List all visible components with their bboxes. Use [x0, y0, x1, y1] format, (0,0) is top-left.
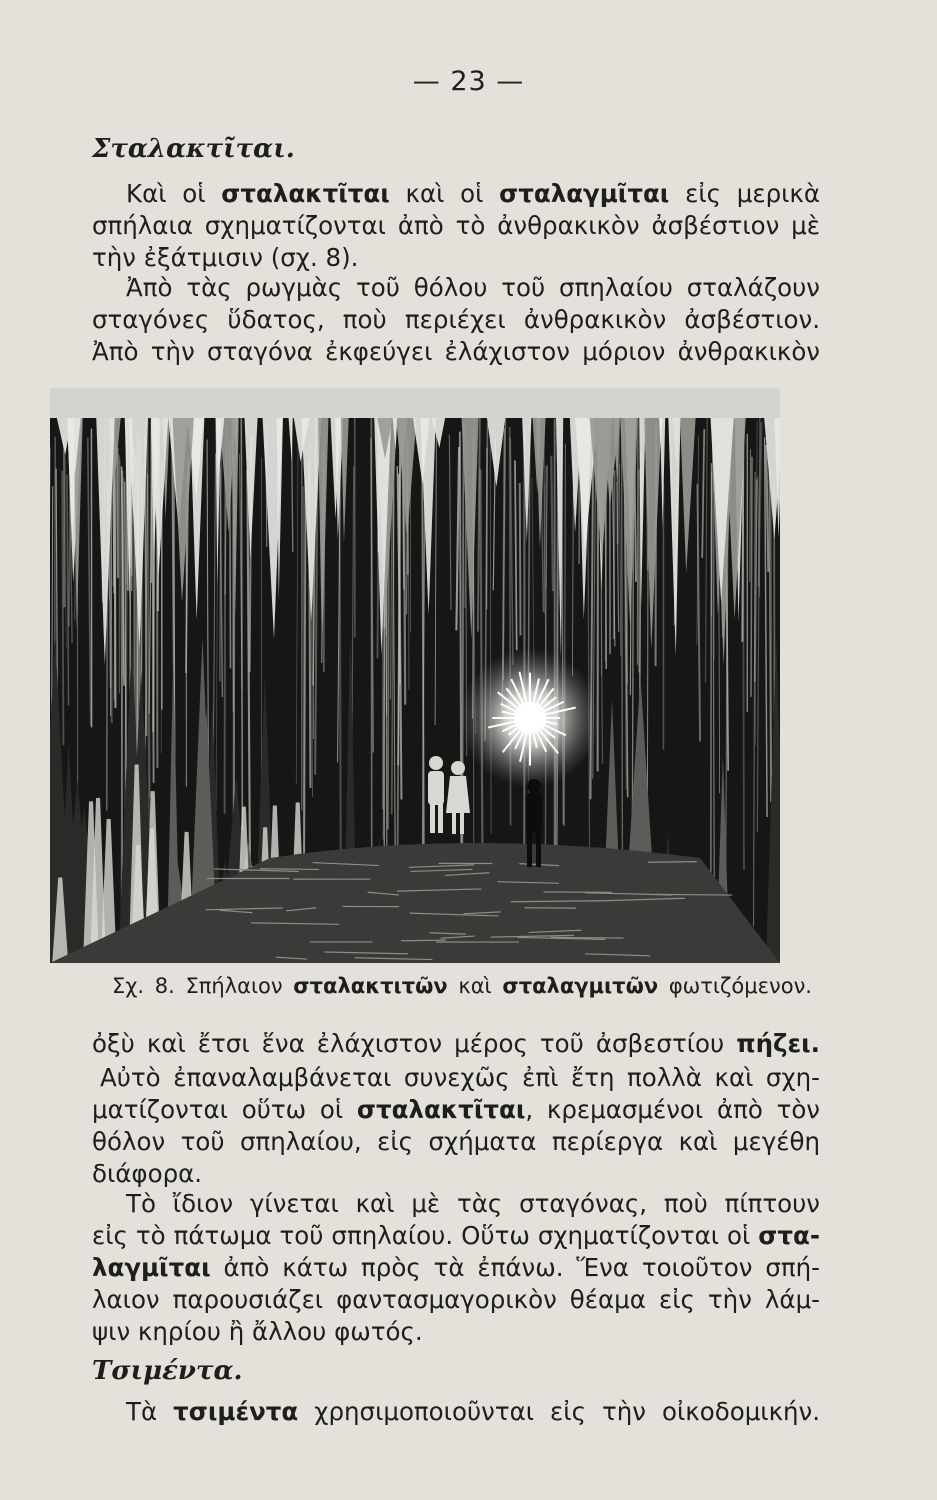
term-lagmitai: λαγμῖται [92, 1253, 211, 1282]
cave-illustration [50, 388, 780, 963]
term-stalaktites-2: σταλακτῖται [356, 1095, 526, 1124]
continuation-line-5: διάφορα. [92, 1159, 203, 1188]
paragraph-1-line-3: τὴν ἐξάτμισιν (σχ. 8). [92, 243, 359, 272]
paragraph-3-line-3: λαγμῖται ἀπὸ κάτω πρὸς τὰ ἐπάνω. Ἕνα τοιοῦτον σπή- [92, 1253, 820, 1282]
term-sta: στα- [758, 1221, 820, 1250]
term-pizei: πήζει. [736, 1029, 820, 1058]
caption-term-stalagmites: σταλαγμιτῶν [502, 974, 659, 998]
continuation-line-4: θόλον τοῦ σπηλαίου, εἰς σχήματα περίεργα καὶ μεγέθη [92, 1127, 820, 1156]
caption-term-stalaktites: σταλακτιτῶν [293, 974, 448, 998]
cave-illustration-drawing [50, 388, 780, 963]
term-tsimenta: τσιμέντα [173, 1397, 299, 1426]
paragraph-3-line-4: λαιον παρουσιάζει φαντασμαγορικὸν θέαμα εἰς τὴν λάμ- [92, 1285, 820, 1314]
term-stalagmites: σταλαγμῖται [499, 179, 670, 208]
section-heading-tsimenta: Τσιμέντα. [92, 1356, 243, 1386]
continuation-line-2: Αὐτὸ ἐπαναλαμβάνεται συνεχῶς ἐπὶ ἔτη πολλὰ καὶ σχη- [100, 1063, 820, 1092]
continuation-line-3: ματίζονται οὕτω οἱ σταλακτῖται, κρεμασμένοι ἀπὸ τὸν [92, 1095, 820, 1124]
continuation-line-1: ὀξὺ καὶ ἔτσι ἕνα ἐλάχιστον μέρος τοῦ ἀσβεστίου πήζει. [92, 1029, 820, 1058]
paragraph-2-line-1: Ἀπὸ τὰς ρωγμὰς τοῦ θόλου τοῦ σπηλαίου σταλάζουν [126, 273, 820, 302]
section-heading-stalaktites: Σταλακτῖται. [92, 134, 295, 164]
figure-caption: Σχ. 8. Σπήλαιον σταλακτιτῶν καὶ σταλαγμιτῶν φωτιζόμενον. [112, 974, 812, 998]
paragraph-3-line-5: ψιν κηρίου ἢ ἄλλου φωτός. [92, 1317, 423, 1346]
paragraph-2-line-3: Ἀπὸ τὴν σταγόνα ἐκφεύγει ἐλάχιστον μόριον ἀνθρακικὸν [92, 337, 820, 366]
term-stalaktites: σταλακτῖται [221, 179, 390, 208]
paragraph-1-line-1: Καὶ οἱ σταλακτῖται καὶ οἱ σταλαγμῖται εἰς μερικὰ [126, 179, 820, 208]
paragraph-3-line-2: εἰς τὸ πάτωμα τοῦ σπηλαίου. Οὕτω σχηματίζονται οἱ στα- [92, 1221, 820, 1250]
paragraph-1-line-2: σπήλαια σχηματίζονται ἀπὸ τὸ ἀνθρακικὸν ἀσβέστιον μὲ [92, 211, 820, 240]
paragraph-3-line-1: Τὸ ἴδιον γίνεται καὶ μὲ τὰς σταγόνας, ποὺ πίπτουν [126, 1189, 820, 1218]
page-number: — 23 — [412, 66, 525, 97]
tsimenta-line-1: Τὰ τσιμέντα χρησιμοποιοῦνται εἰς τὴν οἰκοδομικήν. [126, 1397, 821, 1426]
paragraph-2-line-2: σταγόνες ὕδατος, ποὺ περιέχει ἀνθρακικὸν ἀσβέστιον. [92, 305, 820, 334]
